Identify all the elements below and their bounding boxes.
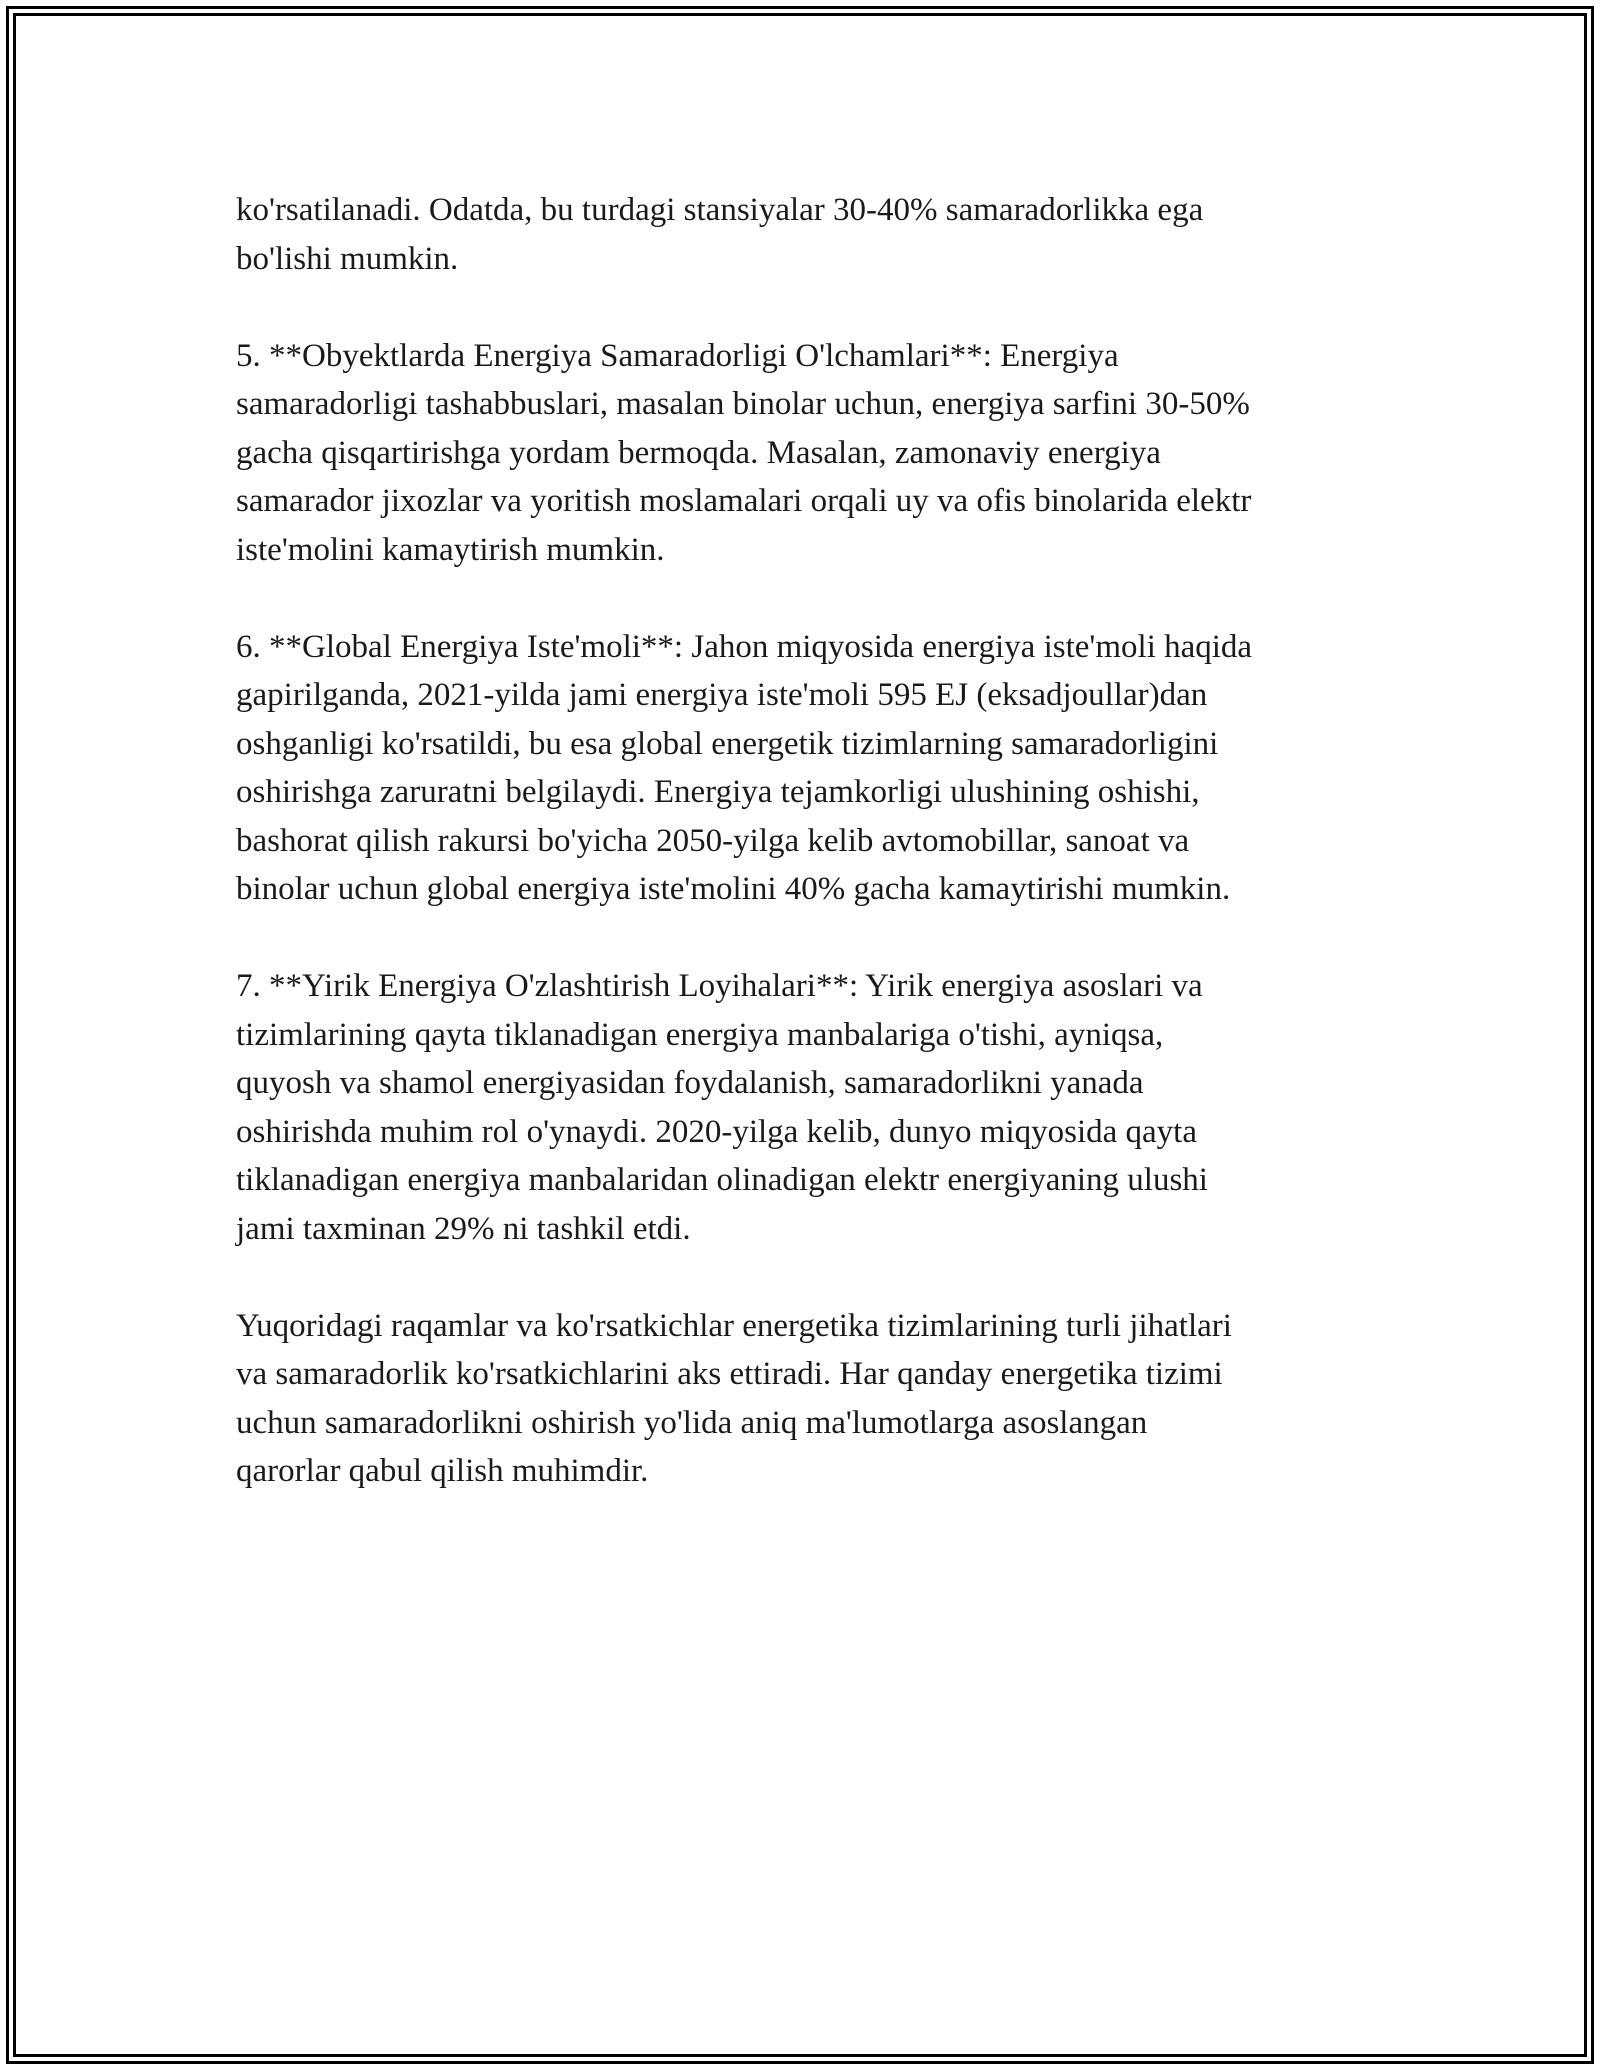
text-line: gacha qisqartirishga yordam bermoqda. Masalan, zamonaviy energiya — [236, 434, 1161, 471]
text-line: bashorat qilish rakursi bo'yicha 2050-yilga kelib avtomobillar, sanoat va — [236, 822, 1190, 859]
paragraph-conclusion — [236, 1302, 1386, 1496]
text-line: tiklanadigan energiya manbalaridan olinadigan elektr energiyaning ulushi — [236, 1162, 1208, 1198]
text-line: qarorlar qabul qilish muhimdir. — [236, 1453, 649, 1489]
text-line: gapirilganda, 2021-yilda jami energiya iste'moli 595 EJ (eksadjoullar)dan — [236, 677, 1208, 713]
text-line: 7. **Yirik Energiya O'zlashtirish Loyihalari**: Yirik energiya asoslari va — [236, 968, 1203, 1004]
text-line: quyosh va shamol energiyasidan foydalanish, samaradorlikni yanada — [236, 1065, 1144, 1101]
text-line: oshirishga zaruratni belgilaydi. Energiya tejamkorligi ulushining oshishi, — [236, 774, 1200, 810]
text-line: samaradorligi tashabbuslari, masalan binolar uchun, energiya sarfini 30-50% — [236, 386, 1250, 422]
text-line: samarador jixozlar va yoritish moslamalari orqali uy va ofis binolarida elektr — [236, 483, 1252, 519]
paragraph-item-7 — [236, 962, 1386, 1253]
text-line: oshirishda muhim rol o'ynaydi. 2020-yilga kelib, dunyo miqyosida qayta — [236, 1113, 1197, 1150]
text-line: Yuqoridagi raqamlar va ko'rsatkichlar energetika tizimlarining turli jihatlari — [236, 1307, 1232, 1344]
text-line: 5. **Obyektlarda Energiya Samaradorligi O'lchamlari**: Energiya — [236, 337, 1119, 374]
text-line: oshganligi ko'rsatildi, bu esa global energetik tizimlarning samaradorligini — [236, 725, 1219, 762]
text-line: jami taxminan 29% ni tashkil etdi. — [236, 1210, 691, 1247]
text-line: iste'molini kamaytirish mumkin. — [236, 531, 665, 568]
text-line: uchun samaradorlikni oshirish yo'lida aniq ma'lumotlarga asoslangan — [236, 1404, 1148, 1441]
text-line: bo'lishi mumkin. — [236, 240, 459, 277]
text-line: ko'rsatilanadi. Odatda, bu turdagi stansiyalar 30-40% samaradorlikka ega — [236, 192, 1204, 228]
text-line: tizimlarining qayta tiklanadigan energiya manbalariga o'tishi, ayniqsa, — [236, 1016, 1164, 1053]
document-body — [236, 186, 1386, 1544]
text-line: va samaradorlik ko'rsatkichlarini aks ettiradi. Har qanday energetika tizimi — [236, 1356, 1223, 1392]
paragraph-item-5 — [236, 332, 1386, 575]
text-line: 6. **Global Energiya Iste'moli**: Jahon miqyosida energiya iste'moli haqida — [236, 628, 1253, 665]
paragraph-intro-continuation — [236, 186, 1386, 283]
paragraph-item-6 — [236, 623, 1386, 914]
text-line: binolar uchun global energiya iste'molini 40% gacha kamaytirishi mumkin. — [236, 871, 1231, 907]
